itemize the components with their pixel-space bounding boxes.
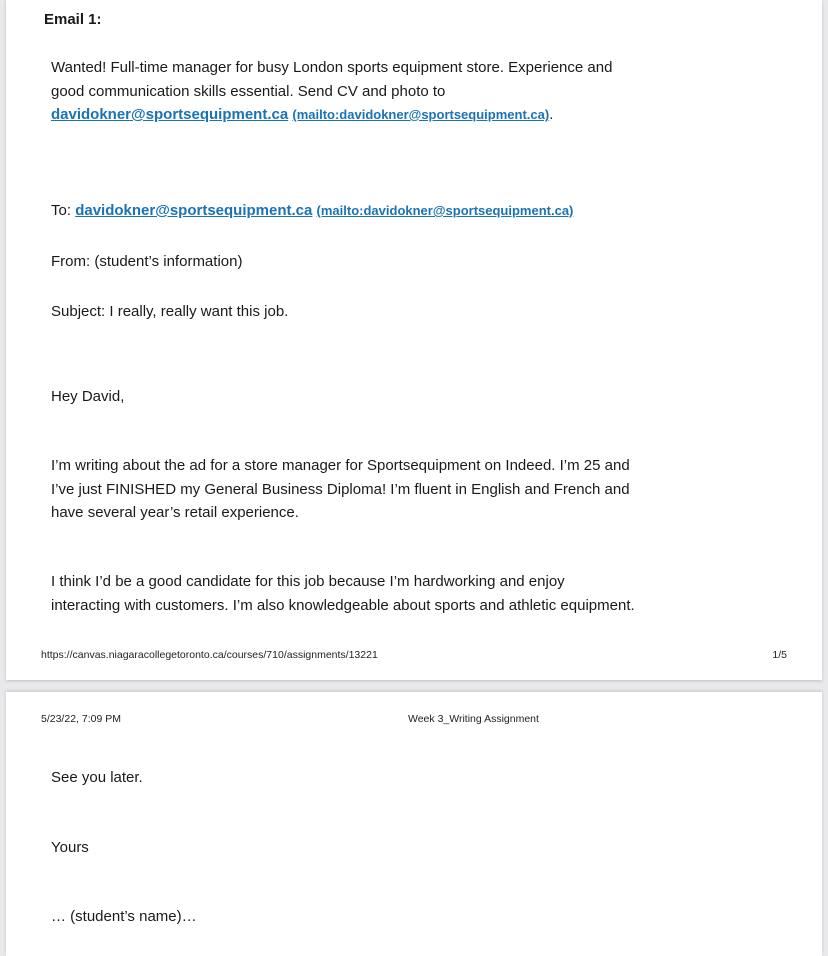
body-paragraph-1: [51, 454, 691, 525]
print-datetime: 5/23/22, 7:09 PM: [41, 713, 121, 725]
job-ad-line-2: good communication skills essential. Send CV and photo to: [51, 82, 446, 100]
to-email-link[interactable]: davidokner@sportsequipment.ca: [75, 202, 313, 219]
ad-period: .: [549, 106, 554, 123]
email-heading: Email 1:: [44, 11, 102, 28]
paragraph-1-line-2: I’ve just FINISHED my General Business Diploma! I’m fluent in English and French and: [51, 480, 630, 498]
print-page-title: Week 3_Writing Assignment: [408, 713, 539, 725]
signoff: Yours: [51, 839, 89, 856]
ad-email-link[interactable]: davidokner@sportsequipment.ca: [51, 106, 289, 123]
to-line: [51, 199, 573, 223]
closing-line: See you later.: [51, 769, 143, 786]
paragraph-2-line-1: I think I’d be a good candidate for this job because I’m hardworking and enjoy: [51, 573, 565, 590]
document-page-1: [6, 0, 822, 680]
page-footer-url: https://canvas.niagaracollegetoronto.ca/courses/710/assignments/13221: [41, 649, 378, 661]
subject-line: Subject: I really, really want this job.: [51, 303, 289, 320]
to-label: To:: [51, 202, 72, 219]
ad-mailto-link[interactable]: (mailto:davidokner@sportsequipment.ca): [292, 107, 550, 122]
job-ad-paragraph: [51, 56, 691, 127]
to-mailto-link[interactable]: (mailto:davidokner@sportsequipment.ca): [316, 203, 574, 218]
body-paragraph-2: [51, 570, 691, 617]
job-ad-line-1: Wanted! Full-time manager for busy London sports equipment store. Experience and: [51, 59, 613, 76]
from-line: From: (student’s information): [51, 253, 243, 270]
paragraph-1-line-1: I’m writing about the ad for a store manager for Sportsequipment on Indeed. I’m 25 and: [51, 457, 630, 474]
document-page-2: [6, 692, 822, 956]
greeting: Hey David,: [51, 388, 125, 405]
job-ad-line-3: [51, 103, 691, 127]
paragraph-1-line-3: have several year’s retail experience.: [51, 504, 299, 521]
paragraph-2-line-2: interacting with customers. I’m also knowledgeable about sports and athletic equipment.: [51, 596, 635, 614]
signature: … (student’s name)…: [51, 908, 197, 925]
page-number: 1/5: [772, 649, 787, 661]
